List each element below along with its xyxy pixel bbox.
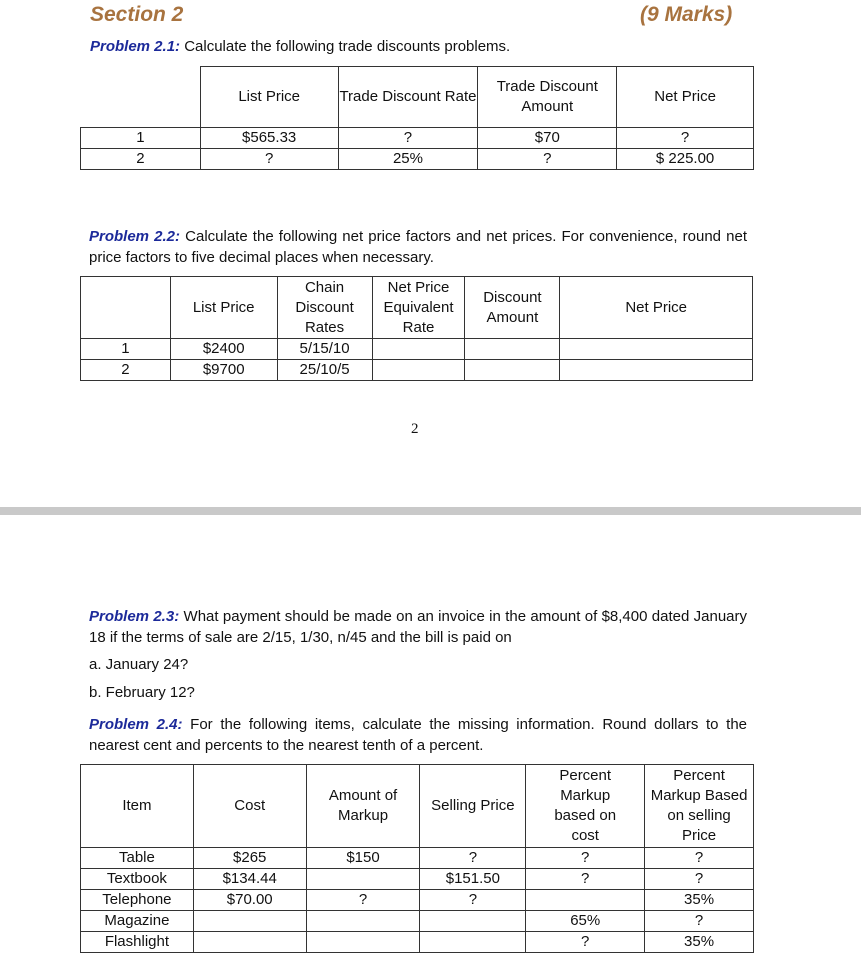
table-row: [81, 932, 754, 953]
cell: ?: [526, 869, 645, 890]
cell: [465, 360, 560, 381]
cell: 1: [81, 128, 201, 149]
table-header-row: [81, 277, 753, 339]
cell: $70.00: [193, 890, 306, 911]
cell: ?: [645, 848, 754, 869]
cell: $2400: [170, 339, 277, 360]
cell: 2: [81, 149, 201, 170]
cell: $151.50: [420, 869, 526, 890]
table-row: [81, 848, 754, 869]
table-header-row: [81, 765, 754, 848]
problem-label: Problem 2.3:: [89, 608, 180, 625]
problem-text: For the following items, calculate the missing information. Round dollars to the nearest cent and percents to the nearest tenth of a percent.: [89, 716, 748, 754]
cell: [193, 911, 306, 932]
header-cell: Trade Discount Rate: [338, 67, 478, 128]
table-row: [81, 339, 753, 360]
header-cell: Discount Amount: [465, 277, 560, 339]
cell: ?: [420, 890, 526, 911]
header-cell: Selling Price: [420, 765, 526, 848]
cell: 5/15/10: [277, 339, 372, 360]
cell: [420, 932, 526, 953]
header-cell: Amount of Markup: [306, 765, 420, 848]
cell: 25/10/5: [277, 360, 372, 381]
page-number: 2: [411, 421, 419, 437]
markup-table: [80, 764, 754, 953]
cell: [560, 339, 753, 360]
problem-text: What payment should be made on an invoice in the amount of $8,400 dated January 18 if the terms of sale are 2/15, 1/30, n/45 and the bill is paid on: [89, 608, 748, 646]
cell: [372, 339, 465, 360]
cell: [306, 869, 420, 890]
header-cell: [81, 277, 171, 339]
cell: $565.33: [200, 128, 338, 149]
header-cell: Cost: [193, 765, 306, 848]
problem-2-3-part-b: b. February 12?: [89, 684, 195, 701]
cell: Magazine: [81, 911, 194, 932]
cell: 25%: [338, 149, 478, 170]
table-row: [81, 890, 754, 911]
table-header-row: [81, 67, 754, 128]
cell: [526, 890, 645, 911]
header-cell: Net Price: [560, 277, 753, 339]
section-title: Section 2: [90, 3, 184, 26]
cell: $70: [478, 128, 617, 149]
cell: ?: [526, 848, 645, 869]
cell: ?: [645, 869, 754, 890]
header-cell: Percent Markup based on cost: [526, 765, 645, 848]
problem-2-3-statement: [89, 606, 747, 648]
header-cell: Net Price Equivalent Rate: [372, 277, 465, 339]
cell: ?: [200, 149, 338, 170]
cell: [306, 911, 420, 932]
table-row: [81, 128, 754, 149]
cell: $ 225.00: [617, 149, 754, 170]
problem-label: Problem 2.2:: [89, 228, 180, 245]
cell: [306, 932, 420, 953]
cell: ?: [526, 932, 645, 953]
header-cell: Trade Discount Amount: [478, 67, 617, 128]
cell: $150: [306, 848, 420, 869]
cell: [560, 360, 753, 381]
cell: Table: [81, 848, 194, 869]
cell: ?: [338, 128, 478, 149]
problem-text: Calculate the following net price factors and net prices. For convenience, round net price factors to five decimal places when necessary.: [89, 228, 748, 266]
header-cell: Percent Markup Based on selling Price: [645, 765, 754, 848]
header-cell: Net Price: [617, 67, 754, 128]
cell: 2: [81, 360, 171, 381]
cell: 1: [81, 339, 171, 360]
table-row: [81, 869, 754, 890]
problem-label: Problem 2.4:: [89, 716, 183, 733]
net-price-factor-table: [80, 276, 753, 381]
cell: ?: [478, 149, 617, 170]
problem-2-1-statement: [90, 38, 510, 55]
cell: 35%: [645, 932, 754, 953]
cell: ?: [420, 848, 526, 869]
cell: Flashlight: [81, 932, 194, 953]
cell: ?: [645, 911, 754, 932]
problem-label: Problem 2.1:: [90, 38, 181, 55]
cell: $134.44: [193, 869, 306, 890]
page-separator: [0, 507, 861, 515]
problem-2-2-statement: [89, 226, 747, 268]
cell: Telephone: [81, 890, 194, 911]
header-cell: Chain Discount Rates: [277, 277, 372, 339]
table-row: [81, 360, 753, 381]
table-row: [81, 149, 754, 170]
cell: [372, 360, 465, 381]
problem-2-3-part-a: a. January 24?: [89, 656, 189, 673]
cell: $9700: [170, 360, 277, 381]
cell: $265: [193, 848, 306, 869]
cell: ?: [617, 128, 754, 149]
cell: Textbook: [81, 869, 194, 890]
header-cell: List Price: [200, 67, 338, 128]
section-marks: (9 Marks): [640, 3, 733, 26]
trade-discount-table: [80, 66, 754, 170]
cell: 35%: [645, 890, 754, 911]
header-cell: List Price: [170, 277, 277, 339]
table-row: [81, 911, 754, 932]
cell: [465, 339, 560, 360]
cell: [193, 932, 306, 953]
header-cell: [81, 67, 201, 128]
header-cell: Item: [81, 765, 194, 848]
problem-text: Calculate the following trade discounts problems.: [184, 38, 511, 55]
cell: ?: [306, 890, 420, 911]
cell: 65%: [526, 911, 645, 932]
problem-2-4-statement: [89, 714, 747, 756]
cell: [420, 911, 526, 932]
